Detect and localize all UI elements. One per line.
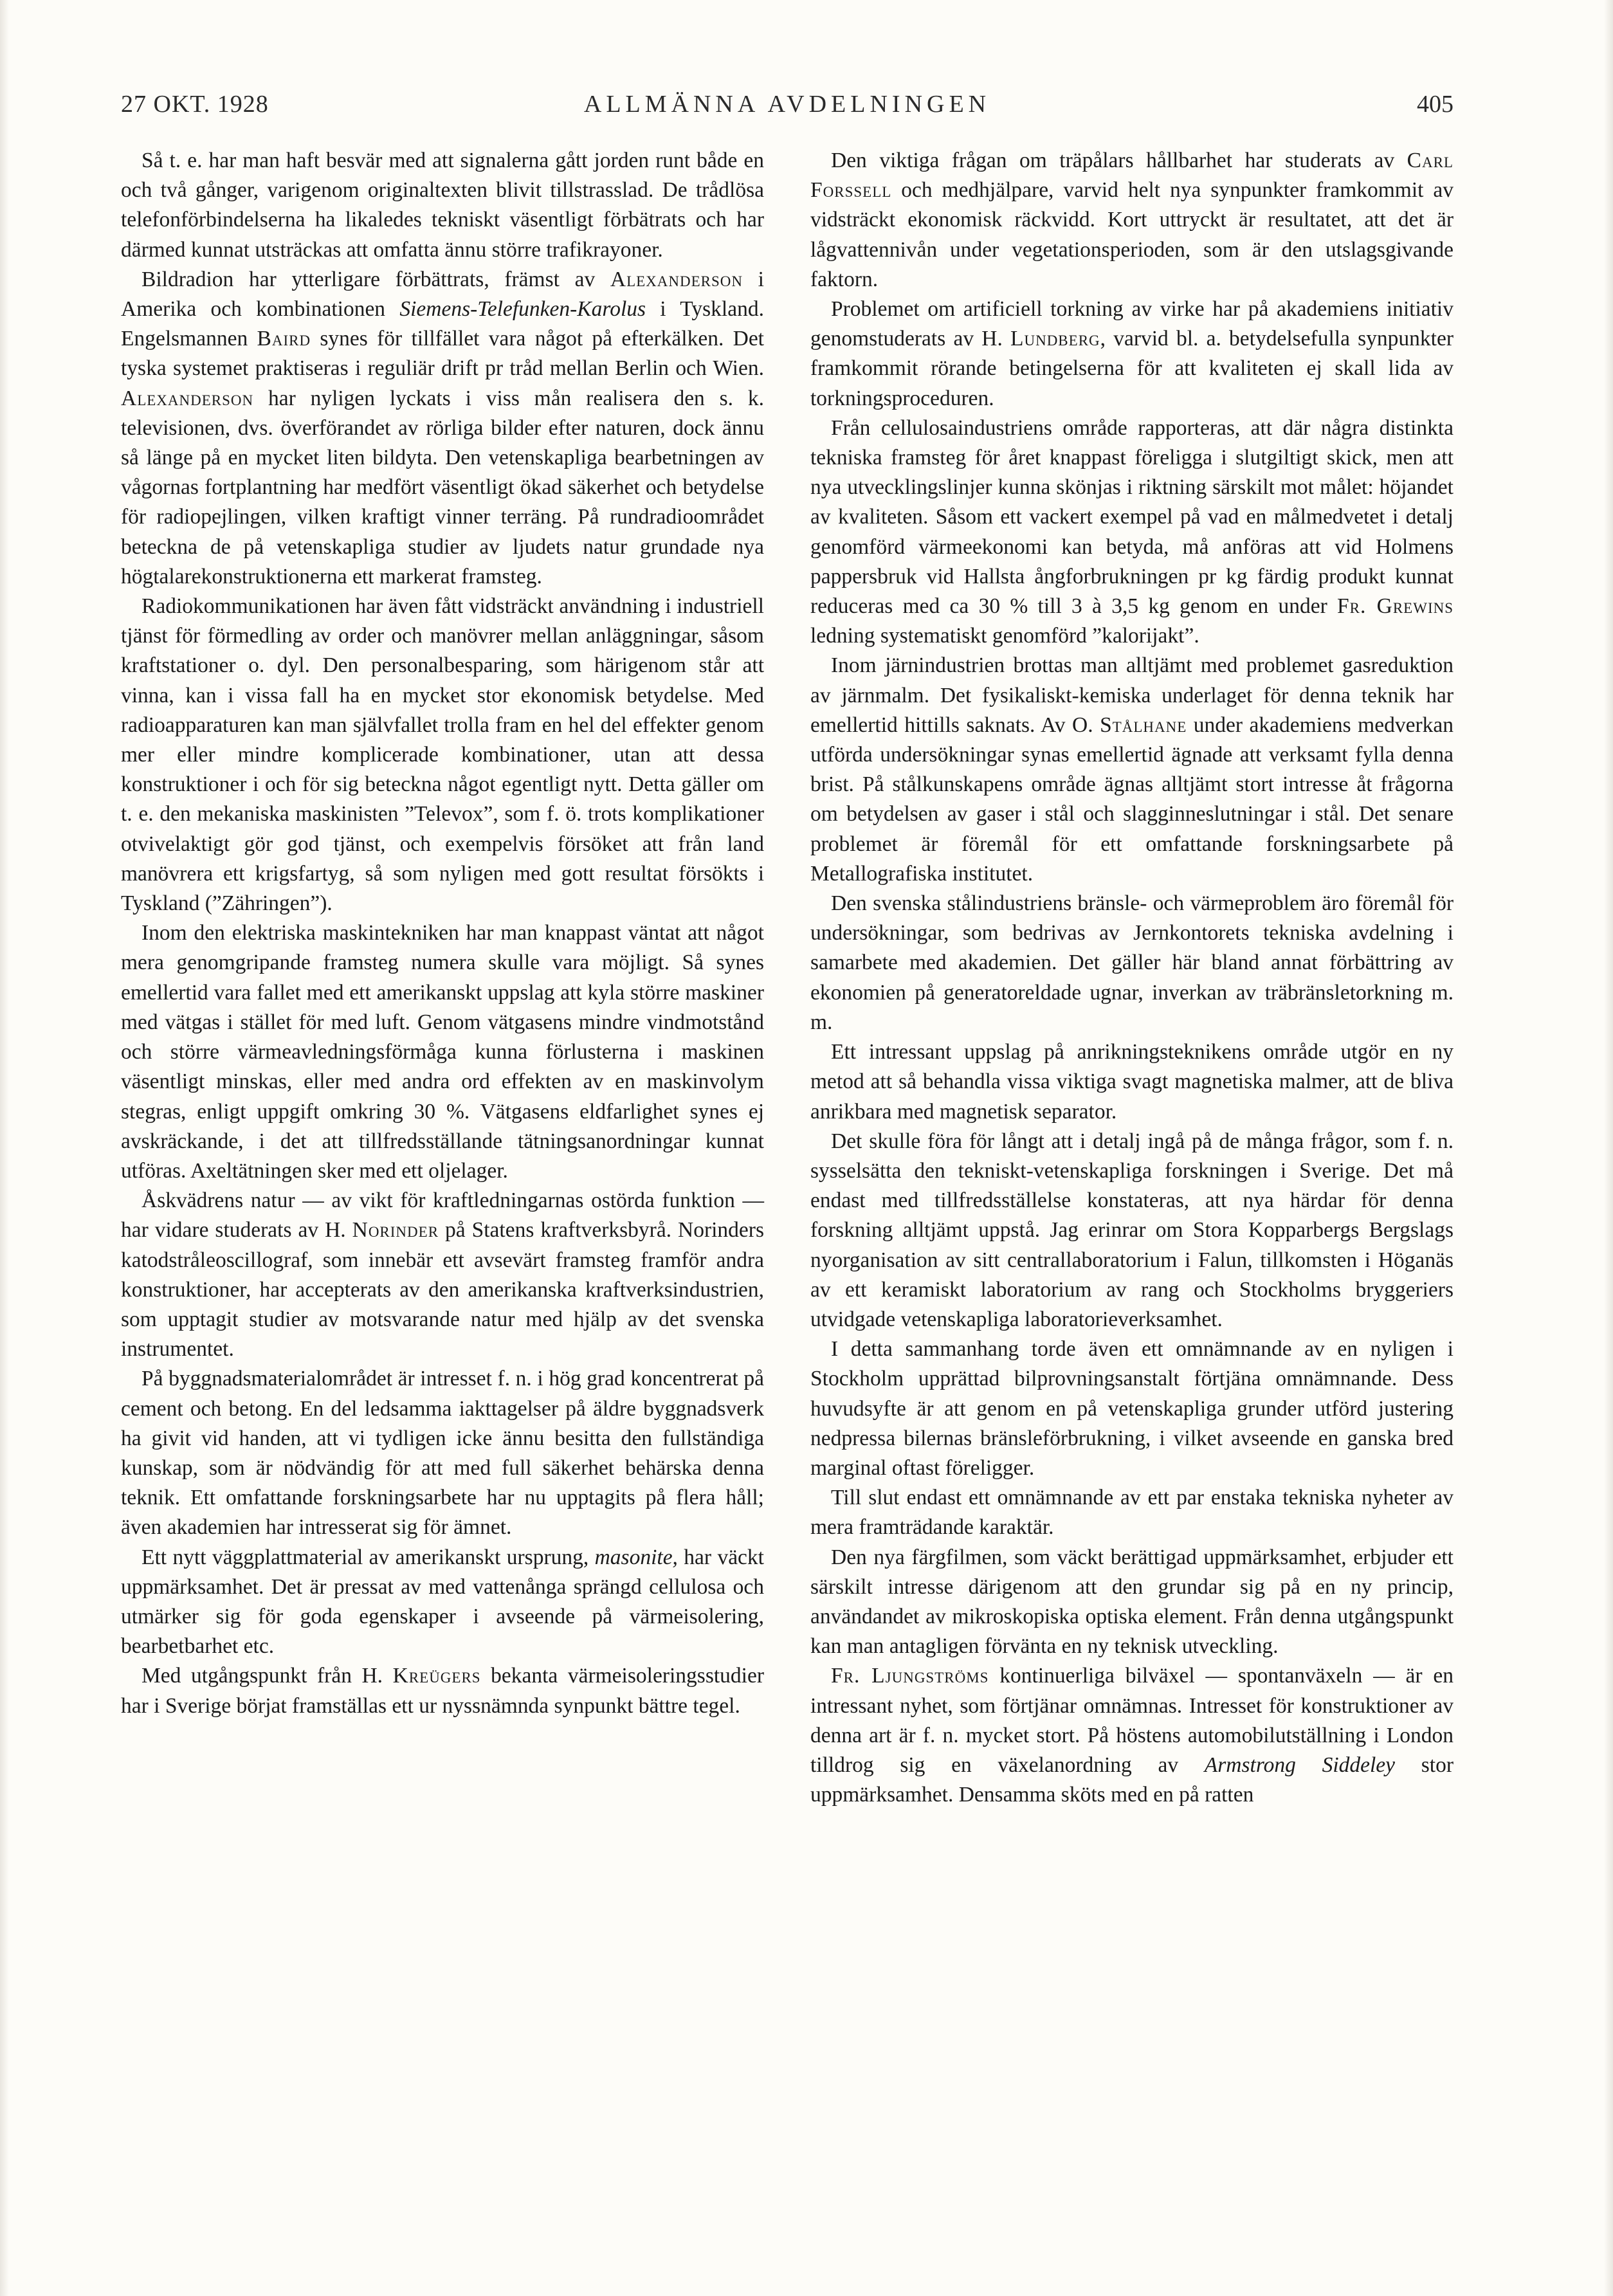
body-paragraph: Fr. Ljungströms kontinuerliga bilväxel — spontanväxeln — är en intressant nyhet, som förtjänar omnämnas. Intresset för konstruktioner av denna art är f. n. mycket stort. På höstens automobilutställning i London tilldrog sig en växelanordning av Armstrong Siddeley stor uppmärksamhet. Densamma sköts med en på ratten [810, 1664, 1454, 1807]
page-number: 405 [1417, 91, 1454, 118]
body-paragraph: Ett nytt väggplattmaterial av amerikanskt ursprung, masonite, har väckt uppmärksamhet. Det är pressat av med vattenånga sprängd cellulosa och utmärker sig för goda egenskaper i avseende på värmeisolering, bearbetbarhet etc. [121, 1545, 764, 1659]
header-section-title: ALLMÄNNA AVDELNINGEN [583, 91, 991, 118]
person-name: Baird [257, 327, 311, 351]
body-paragraph: Problemet om artificiell torkning av virke har på akademiens initiativ genomstuderats av H. Lundberg, varvid bl. a. betydelsefulla synpunkter framkommit rörande betingelserna för att kvaliteten ej skall lida av torkningsproceduren. [810, 297, 1454, 410]
person-name: Stålhane [1100, 713, 1187, 737]
person-name: Carl Forssell [810, 149, 1454, 203]
body-paragraph: Den svenska stålindustriens bränsle- och värmeproblem äro föremål för undersökningar, som bedrivas av Jernkontorets tekniska avdelning i samarbete med akademien. Det gäller här bland annat förbättring av ekonomien på generatoreldade ugnar, inverkan av träbränsletorkning m. m. [810, 891, 1454, 1034]
page-edge-right [1604, 0, 1613, 2296]
body-paragraph: Inom den elektriska maskintekniken har man knappast väntat att något mera genomgripande framsteg numera skulle vara möjligt. Så synes emellertid vara fallet med ett amerikanskt uppslag att kyla större maskiner med vätgas i stället för med luft. Genom vätgasens mindre vindmotstånd och större värmeavledningsförmåga kunna förlusterna i maskinen väsentligt minskas, eller med andra ord effekten av en maskinvolym stegras, enligt uppgift omkring 30 %. Vätgasens eldfarlighet synes ej avskräckande, i det att tillfredsställande tätningsanordningar kunnat utföras. Axeltätningen sker med ett oljelager. [121, 921, 764, 1183]
person-name: Alexanderson [610, 267, 743, 291]
emphasis: masonite, [594, 1545, 678, 1569]
body-paragraph: Åskvädrens natur — av vikt för kraftledningarnas ostörda funktion — har vidare studerats av H. Norinder på Statens kraftverksbyrå. Norinders katodstråleoscillograf, som innebär ett avsevärt framsteg framför andra konstruktioner, har accepterats av den amerikanska kraftverksindustrien, som upptagit studier av motsvarande natur med hjälp av det svenska instrumentet. [121, 1189, 764, 1362]
body-paragraph: Det skulle föra för långt att i detalj ingå på de många frågor, som f. n. sysselsätta den tekniskt-vetenskapliga forskningen i Sverige. Det må endast med tillfredsställelse konstateras, att nya härdar för denna forskning alltjämt uppstå. Jag erinrar om Stora Kopparbergs Bergslags nyorganisation av sitt centrallaboratorium i Falun, tillkomsten i Höganäs av ett keramiskt laboratorium av rang och Stockholms bryggeriers utvidgade vetenskapliga laboratorieverksamhet. [810, 1129, 1454, 1331]
person-name: Kreügers [392, 1664, 481, 1688]
person-name: Fr. Grewins [1337, 594, 1454, 619]
person-name: Alexanderson [121, 386, 254, 410]
body-paragraph: Till slut endast ett omnämnande av ett par enstaka tekniska nyheter av mera framträdande karaktär. [810, 1486, 1454, 1540]
body-paragraph: Med utgångspunkt från H. Kreügers bekanta värmeisoleringsstudier har i Sverige börjat framställas ett ur nyssnämnda synpunkt bättre tegel. [121, 1664, 764, 1718]
body-paragraph: Från cellulosaindustriens område rapporteras, att där några distinkta tekniska framsteg för året knappast föreligga i slutgiltigt skick, men att nya utvecklingslinjer kunna skönjas i riktning särskilt mot målet: höjandet av kvaliteten. Såsom ett vackert exempel på vad en målmedvetet i detalj genomförd värmeekonomi kan betyda, må anföras att vid Holmens pappersbruk vid Hallsta ångforbrukningen pr kg färdig produkt kunnat reduceras med ca 30 % till 3 à 3,5 kg genom en under Fr. Grewins ledning systematiskt genomförd ”kalorijakt”. [810, 415, 1454, 648]
body-paragraph: Inom järnindustrien brottas man alltjämt med problemet gasreduktion av järnmalm. Det fysikaliskt-kemiska underlaget för denna teknik har emellertid hittills saknats. Av O. Stålhane under akademiens medverkan utförda undersökningar synas emellertid ägnade att verksamt fylla denna brist. På stålkunskapens område ägnas alltjämt stort intresse åt frågorna om betydelsen av gaser i stål och slagginneslutningar i stål. Det senare problemet är föremål för ett omfattande forskningsarbete på Metallografiska institutet. [810, 653, 1454, 886]
body-paragraph: I detta sammanhang torde även ett omnämnande av en nyligen i Stockholm upprättad bilprovningsanstalt förtjäna omnämnande. Dess huvudsyfte är att genom en på vetenskapliga grunder utförd justering nedpressa bilernas bränsleförbrukning, i vilket avseende en ganska bred marginal oftast föreligger. [810, 1337, 1454, 1480]
body-paragraph: Bildradion har ytterligare förbättrats, främst av Alexanderson i Amerika och kombinationen Siemens-Telefunken-Karolus i Tyskland. Engelsmannen Baird synes för tillfället vara något på efterkälken. Det tyska systemet praktiseras i reguliär drift pr tråd mellan Berlin och Wien. Alexanderson har nyligen lyckats i viss mån realisera den s. k. televisionen, dvs. överförandet av rörliga bilder efter naturen, dock ännu så länge på en mycket liten bildyta. Den vetenskapliga bearbetningen av vågornas fortplantning har medfört väsentligt ökad säkerhet och betydelse för radiopejlingen, vilken kraftigt vinner terräng. På rundradioområdet beteckna de på vetenskapliga studier av ljudets natur grundade nya högtalarekonstruktionerna ett markerat framsteg. [121, 267, 764, 588]
person-name: Norinder [352, 1218, 439, 1243]
body-paragraph: Den nya färgfilmen, som väckt berättigad uppmärksamhet, erbjuder ett särskilt intresse därigenom att den grundar sig på en ny princip, användandet av mikroskopiska optiska element. Från denna utgångspunkt kan man antagligen förvänta en ny teknisk utveckling. [810, 1545, 1454, 1659]
body-paragraph: På byggnadsmaterialområdet är intresset f. n. i hög grad koncentrerat på cement och betong. En del ledsamma iakttagelser på äldre byggnadsverk ha givit vid handen, att vi tydligen icke ännu besitta den fullständiga kunskap, som är nödvändig för att med full säkerhet behärska denna teknik. Ett omfattande forskningsarbete har nu upptagits på flera håll; även akademien har intresserat sig för ämnet. [121, 1367, 764, 1540]
header-date: 27 OKT. 1928 [121, 91, 269, 118]
person-name: Fr. Ljungströms [831, 1664, 989, 1688]
body-paragraph: Ett intressant uppslag på anrikningsteknikens område utgör en ny metod att så behandla vissa viktiga svagt magnetiska malmer, att de bliva anrikbara med magnetisk separator. [810, 1040, 1454, 1124]
body-paragraph: Den viktiga frågan om träpålars hållbarhet har studerats av Carl Forssell och medhjälpare, varvid helt nya synpunkter framkommit av vidsträckt ekonomisk räckvidd. Kort uttryckt är resultatet, att det är lågvattennivån under vegetationsperioden, som är den utslagsgivande faktorn. [810, 149, 1454, 291]
running-header [121, 90, 1454, 129]
right-column [810, 146, 1454, 1810]
body-paragraph: Så t. e. har man haft besvär med att signalerna gått jorden runt både en och två gånger, varigenom originaltexten blivit tillstrasslad. De trådlösa telefonförbindelserna ha likaledes tekniskt väsentligt förbätrats och har därmed kunnat utsträckas att omfatta ännu större trafikrayoner. [121, 149, 764, 262]
emphasis: Siemens-Telefunken-Karolus [399, 297, 646, 322]
emphasis: Armstrong Siddeley [1204, 1753, 1396, 1777]
left-column [121, 146, 764, 1721]
body-paragraph: Radiokommunikationen har även fått vidsträckt användning i industriell tjänst för förmedling av order och manövrer mellan anläggningar, såsom kraftstationer o. dyl. Den personalbesparing, som härigenom står att vinna, kan i vissa fall ha en mycket stor ekonomisk betydelse. Med radioapparaturen kan man självfallet trolla fram en hel del effekter genom mer eller mindre komplicerade kombinationer, utan att dessa konstruktioner i och för sig beteckna något egentligt nytt. Detta gäller om t. e. den mekaniska maskinisten ”Televox”, som f. ö. trots komplikationer otvivelaktigt gör god tjänst, och exempelvis försöket att från land manövrera ett krigsfartyg, så som nyligen med gott resultat försökts i Tyskland (”Zähringen”). [121, 594, 764, 916]
page-edge-left [0, 0, 9, 2296]
person-name: Lundberg [1010, 327, 1100, 351]
